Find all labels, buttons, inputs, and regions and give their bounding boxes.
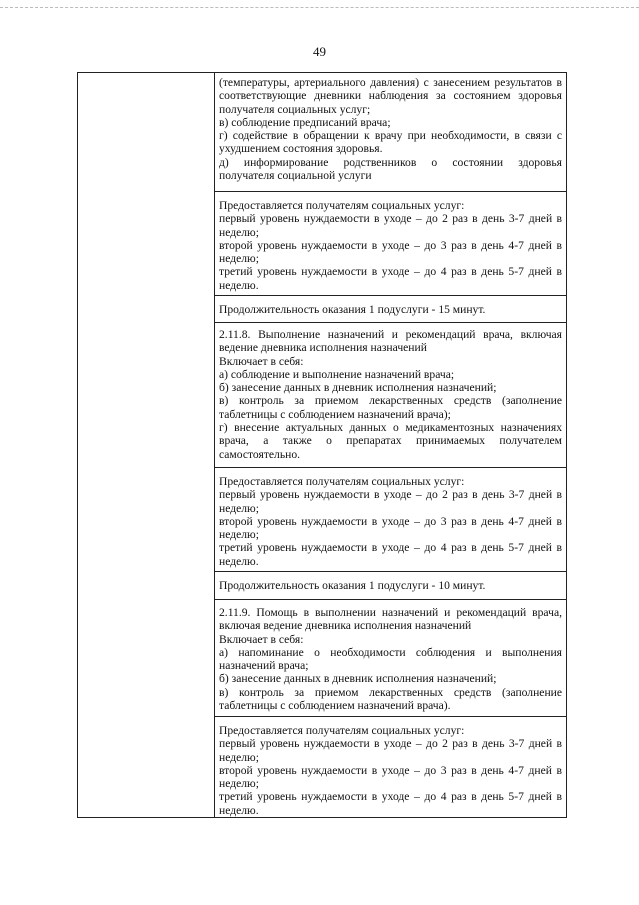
text-line: таблетницы с соблюдением назначений врача);	[219, 407, 451, 421]
text-line: Продолжительность оказания 1 подуслуги - 10 минут.	[219, 579, 486, 592]
text-line: второй уровень нуждаемости в уходе – до 3 раз в день 4-7 дней в	[219, 514, 562, 528]
text-line: Продолжительность оказания 1 подуслуги - 15 минут.	[219, 303, 486, 316]
text-line: первый уровень нуждаемости в уходе – до 2 раз в день 3-7 дней в	[219, 488, 562, 502]
table-cell	[215, 717, 566, 819]
text-line: Предоставляется получателям социальных услуг:	[219, 724, 465, 737]
text-line: 2.11.9. Помощь в выполнении назначений и рекомендаций врача,	[219, 606, 562, 619]
text-line: б) занесение данных в дневник исполнения назначений;	[219, 381, 497, 395]
text-line: неделю;	[219, 528, 259, 542]
text-line: получателя социальных услуг;	[219, 102, 371, 116]
table-cell	[215, 600, 566, 717]
table-cell	[215, 468, 566, 572]
text-line: второй уровень нуждаемости в уходе – до 3 раз в день 4-7 дней в	[219, 238, 562, 252]
text-line: а) напоминание о необходимости соблюдения и выполнения	[219, 645, 562, 659]
text-line: Предоставляется получателям социальных услуг:	[219, 475, 465, 488]
table-cell	[215, 73, 566, 192]
text-line: неделю;	[219, 252, 259, 266]
text-line: неделю;	[219, 777, 259, 791]
text-line: первый уровень нуждаемости в уходе – до 2 раз в день 3-7 дней в	[219, 212, 562, 226]
text-line: в) соблюдение предписаний врача;	[219, 115, 391, 129]
text-line: третий уровень нуждаемости в уходе – до 4 раз в день 5-7 дней в	[219, 265, 562, 279]
text-line: неделю;	[219, 501, 259, 515]
text-line: Предоставляется получателям социальных услуг:	[219, 199, 465, 212]
text-line: неделю;	[219, 750, 259, 764]
left-column	[78, 73, 215, 817]
text-line: первый уровень нуждаемости в уходе – до 2 раз в день 3-7 дней в	[219, 737, 562, 751]
text-line: а) соблюдение и выполнение назначений врача;	[219, 367, 455, 381]
text-line: неделю.	[219, 803, 259, 817]
text-line: третий уровень нуждаемости в уходе – до 4 раз в день 5-7 дней в	[219, 541, 562, 555]
text-line: второй уровень нуждаемости в уходе – до 3 раз в день 4-7 дней в	[219, 763, 562, 777]
text-line: неделю.	[219, 554, 259, 568]
text-line: (температуры, артериального давления) с занесением результатов в	[219, 76, 562, 89]
text-line: врача, а также о препаратах принимаемых получателем	[219, 434, 562, 448]
text-line: неделю;	[219, 225, 259, 239]
text-line: соответствующие дневники наблюдения за состоянием здоровья	[219, 89, 562, 103]
text-line: г) внесение актуальных данных о медикаментозных назначениях	[219, 421, 562, 435]
right-column	[215, 73, 566, 817]
text-line: г) содействие в обращении к врачу при необходимости, в связи с	[219, 129, 562, 143]
text-line: 2.11.8. Выполнение назначений и рекомендаций врача, включая	[219, 328, 562, 341]
text-line: в) контроль за приемом лекарственных средств (заполнение	[219, 685, 562, 699]
text-line: Включает в себя:	[219, 354, 304, 368]
text-line: неделю.	[219, 278, 259, 292]
text-line: таблетницы с соблюдением назначений врача).	[219, 699, 451, 713]
scan-edge-line	[0, 7, 639, 8]
text-line: ухудшением состояния здоровья.	[219, 142, 383, 156]
table-cell	[215, 192, 566, 296]
page-number: 49	[313, 44, 326, 59]
table-cell	[215, 323, 566, 468]
table-cell	[215, 296, 566, 323]
services-table	[77, 72, 567, 818]
text-line: ведение дневника исполнения назначений	[219, 341, 427, 355]
text-line: получателя социальной услуги	[219, 169, 372, 183]
text-line: самостоятельно.	[219, 447, 301, 461]
text-line: третий уровень нуждаемости в уходе – до 4 раз в день 5-7 дней в	[219, 790, 562, 804]
text-line: б) занесение данных в дневник исполнения назначений;	[219, 672, 497, 686]
text-line: д) информирование родственников о состоянии здоровья	[219, 155, 562, 169]
table-cell	[215, 572, 566, 600]
text-line: включая ведение дневника исполнения назначений	[219, 619, 472, 633]
text-line: назначений врача;	[219, 659, 309, 673]
text-line: в) контроль за приемом лекарственных средств (заполнение	[219, 394, 562, 408]
text-line: Включает в себя:	[219, 632, 304, 646]
